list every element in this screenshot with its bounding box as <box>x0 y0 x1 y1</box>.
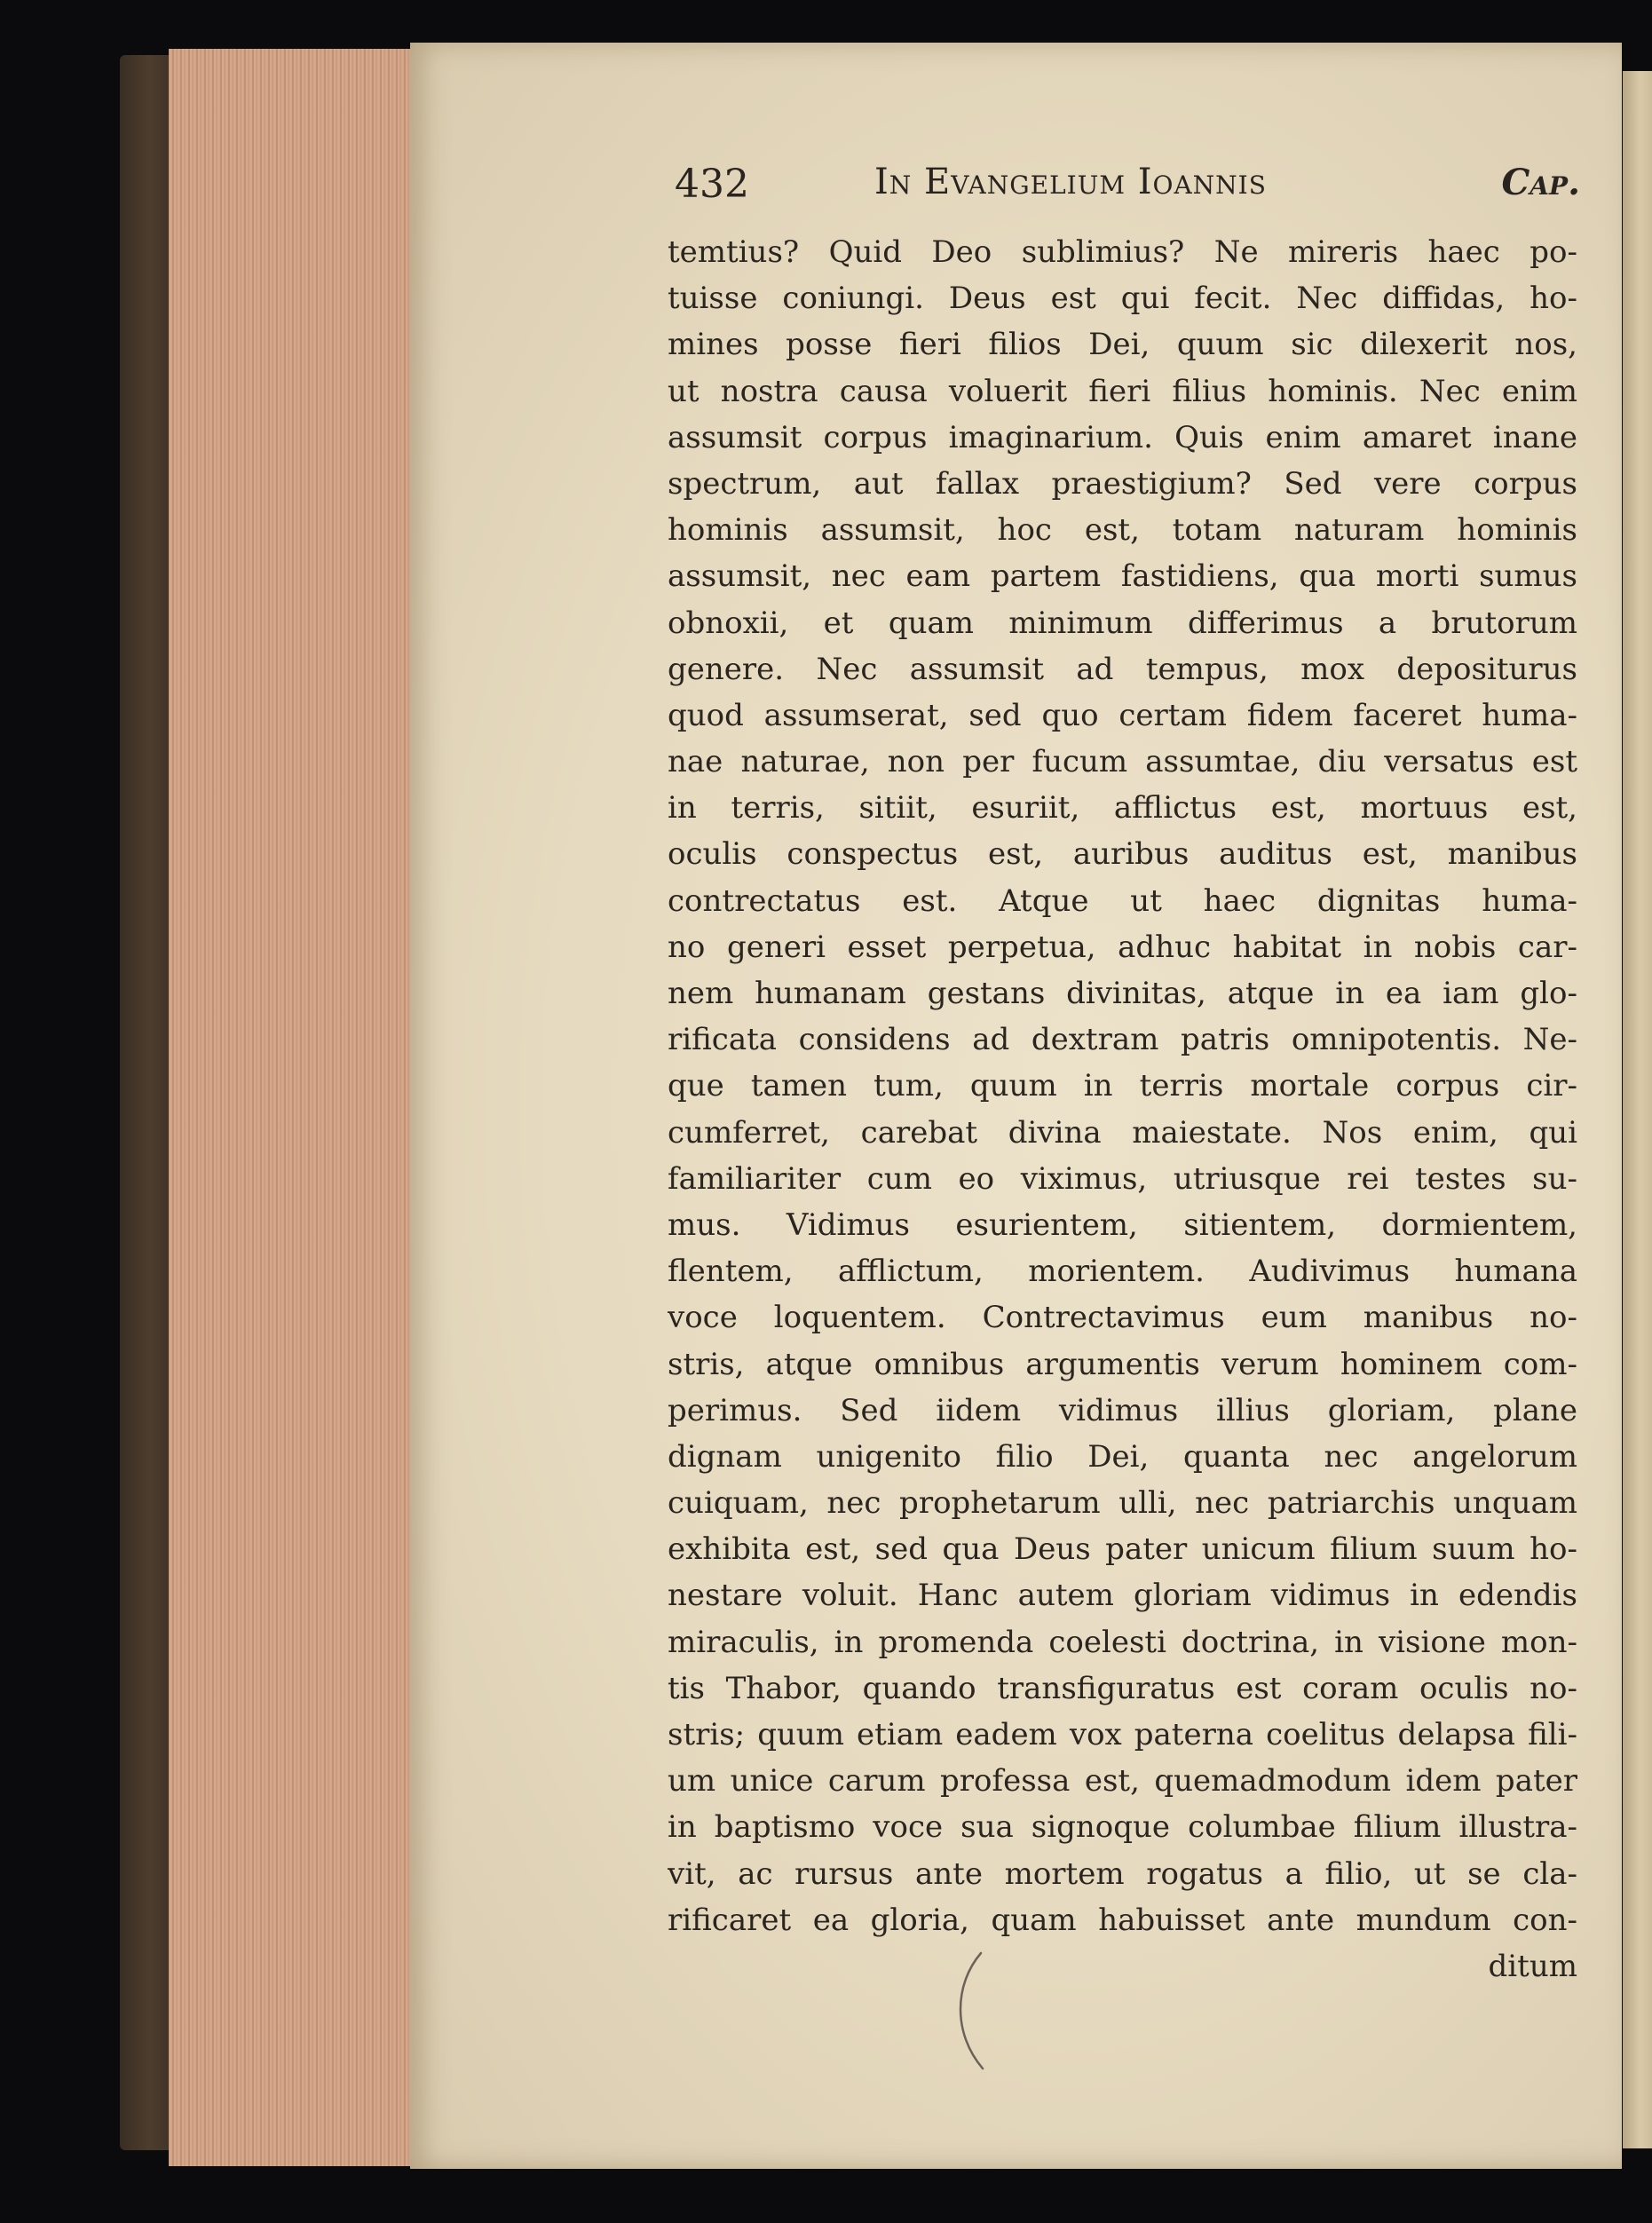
text-line: dignam unigenito filio Dei, quanta nec angelorum <box>668 1438 1577 1475</box>
text-line: no generi esset perpetua, adhuc habitat in nobis car- <box>668 929 1577 965</box>
text-line: nae naturae, non per fucum assumtae, diu versatus est <box>668 744 1577 780</box>
text-line: exhibita est, sed qua Deus pater unicum filium suum ho- <box>668 1531 1577 1568</box>
text-line: hominis assumsit, hoc est, totam naturam hominis <box>668 512 1577 549</box>
text-line: nestare voluit. Hanc autem gloriam vidimus in edendis <box>668 1578 1577 1614</box>
text-line: oculis conspectus est, auribus auditus est, manibus <box>668 836 1577 873</box>
facing-page-edge <box>1623 71 1652 2148</box>
text-line: miraculis, in promenda coelesti doctrina, in visione mon- <box>668 1624 1577 1660</box>
text-line: familiariter cum eo viximus, utriusque rei testes su- <box>668 1160 1577 1197</box>
text-line: contrectatus est. Atque ut haec dignitas huma- <box>668 882 1577 919</box>
running-head-chapter: Cap. <box>1501 162 1580 203</box>
catchword: ditum <box>1488 1948 1577 1984</box>
text-line: stris, atque omnibus argumentis verum hominem com- <box>668 1346 1577 1382</box>
text-line: spectrum, aut fallax praestigium? Sed vere corpus <box>668 465 1577 502</box>
text-line: assumsit, nec eam partem fastidiens, qua morti sumus <box>668 558 1577 595</box>
running-head <box>675 158 1580 211</box>
text-line: perimus. Sed iidem vidimus illius gloriam, plane <box>668 1392 1577 1428</box>
text-line: mines posse fieri filios Dei, quum sic dilexerit nos, <box>668 327 1577 363</box>
text-line: vit, ac rursus ante mortem rogatus a filio, ut se cla- <box>668 1855 1577 1892</box>
text-line: genere. Nec assumsit ad tempus, mox depositurus <box>668 651 1577 687</box>
text-line: voce loquentem. Contrectavimus eum manibus no- <box>668 1300 1577 1336</box>
text-line: assumsit corpus imaginarium. Quis enim amaret inane <box>668 419 1577 455</box>
text-line: rificata considens ad dextram patris omnipotentis. Ne- <box>668 1022 1577 1058</box>
body-text <box>668 229 1577 1990</box>
text-line: quod assumserat, sed quo certam fidem faceret huma- <box>668 697 1577 733</box>
text-line: mus. Vidimus esurientem, sitientem, dormientem, <box>668 1206 1577 1243</box>
text-line: nem humanam gestans divinitas, atque in ea iam glo- <box>668 976 1577 1011</box>
text-line: cumferret, carebat divina maiestate. Nos enim, qui <box>668 1114 1577 1151</box>
text-line: tuisse coniungi. Deus est qui fecit. Nec diffidas, ho- <box>668 281 1577 317</box>
page-number: 432 <box>675 162 749 207</box>
text-line: ut nostra causa voluerit fieri filius hominis. Nec enim <box>668 373 1577 409</box>
pencil-mark <box>945 1949 999 2073</box>
text-line: stris; quum etiam eadem vox paterna coelitus delapsa fili- <box>668 1717 1577 1752</box>
text-line: que tamen tum, quum in terris mortale corpus cir- <box>668 1068 1577 1104</box>
text-line: in terris, sitiit, esuriit, afflictus est, mortuus est, <box>668 790 1577 827</box>
text-line: cuiquam, nec prophetarum ulli, nec patriarchis unquam <box>668 1485 1577 1522</box>
text-line: um unice carum professa est, quemadmodum idem pater <box>668 1763 1577 1800</box>
text-line: rificaret ea gloria, quam habuisset ante mundum con- <box>668 1902 1577 1938</box>
text-line: temtius? Quid Deo sublimius? Ne mireris haec po- <box>668 234 1577 270</box>
text-line: obnoxii, et quam minimum differimus a brutorum <box>668 605 1577 641</box>
text-line: in baptismo voce sua signoque columbae filium illustra- <box>668 1809 1577 1846</box>
text-line: tis Thabor, quando transfiguratus est coram oculis no- <box>668 1670 1577 1706</box>
page-edges <box>169 49 415 2166</box>
running-head-title: In Evangelium Ioannis <box>874 162 1267 202</box>
text-line: flentem, afflictum, morientem. Audivimus humana <box>668 1254 1577 1290</box>
